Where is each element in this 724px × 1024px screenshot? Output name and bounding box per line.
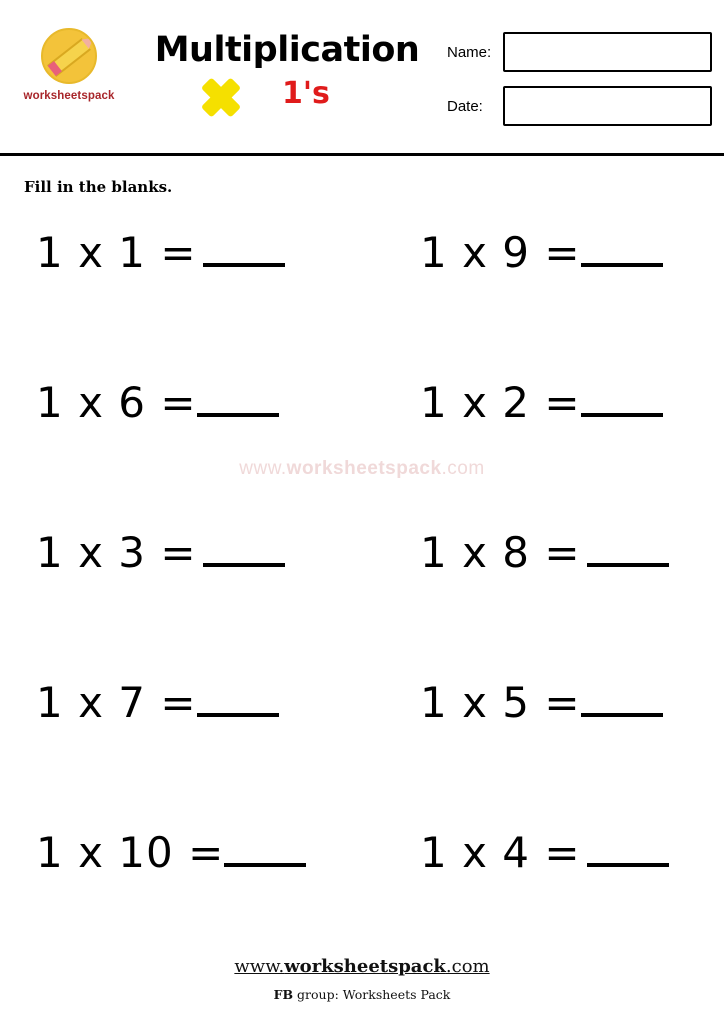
problem-expression: 1 x 10 =: [36, 828, 225, 877]
footer-site-suffix: .com: [445, 956, 490, 977]
problem-item: [362, 378, 724, 427]
date-field-row: [447, 86, 712, 126]
title-subrow: [132, 72, 442, 124]
problem-item: [0, 378, 362, 427]
problem-expression: 1 x 7 =: [36, 678, 197, 727]
answer-blank[interactable]: [581, 231, 663, 267]
problem-row: [0, 378, 724, 528]
name-input[interactable]: [503, 32, 712, 72]
footer-fb-label: FB: [273, 987, 294, 1002]
problem-expression: 1 x 2 =: [420, 378, 581, 427]
student-fields: [447, 32, 712, 140]
problem-expression: 1 x 5 =: [420, 678, 581, 727]
problem-expression: 1 x 3 =: [36, 528, 197, 577]
answer-blank[interactable]: [197, 381, 279, 417]
header-divider: [0, 153, 724, 156]
problem-item: [362, 678, 724, 727]
answer-blank[interactable]: [203, 531, 285, 567]
pencil-circle-icon: [41, 28, 97, 84]
problem-expression: 1 x 4 =: [420, 828, 581, 877]
problem-expression: 1 x 6 =: [36, 378, 197, 427]
page-subtitle: 1's: [282, 76, 330, 111]
problem-item: [0, 528, 362, 577]
answer-blank[interactable]: [224, 831, 306, 867]
answer-blank[interactable]: [581, 381, 663, 417]
problem-row: [0, 678, 724, 828]
answer-blank[interactable]: [197, 681, 279, 717]
logo-label: worksheetspack: [23, 90, 115, 102]
pencil-icon: [47, 38, 91, 77]
problem-item: [362, 228, 724, 277]
problem-grid: [0, 228, 724, 978]
answer-blank[interactable]: [587, 831, 669, 867]
answer-blank[interactable]: [587, 531, 669, 567]
problem-item: [362, 828, 724, 877]
name-label: Name:: [447, 43, 492, 61]
problem-item: [0, 228, 362, 277]
footer-fb-text: group: Worksheets Pack: [293, 987, 451, 1002]
date-label: Date:: [447, 97, 483, 115]
date-input[interactable]: [503, 86, 712, 126]
watermark-brand: worksheetspack: [286, 458, 442, 479]
problem-expression: 1 x 1 =: [36, 228, 197, 277]
instruction-text: Fill in the blanks.: [24, 178, 173, 196]
answer-blank[interactable]: [203, 231, 285, 267]
problem-row: [0, 528, 724, 678]
page-title: Multiplication: [154, 30, 420, 70]
problem-row: [0, 228, 724, 378]
problem-item: [0, 828, 362, 877]
problem-expression: 1 x 9 =: [420, 228, 581, 277]
watermark-prefix: www.: [239, 458, 287, 479]
footer: [0, 956, 724, 1002]
problem-item: [362, 528, 724, 577]
footer-website[interactable]: [0, 956, 724, 977]
worksheet-title: [132, 30, 442, 124]
footer-site-prefix: www.: [234, 956, 285, 977]
name-field-row: [447, 32, 712, 72]
yellow-x-icon: [192, 74, 246, 120]
footer-site-brand: worksheetspack: [284, 956, 446, 977]
watermark-suffix: .com: [441, 458, 485, 479]
logo: [14, 28, 124, 102]
answer-blank[interactable]: [581, 681, 663, 717]
problem-item: [0, 678, 362, 727]
footer-facebook: [0, 987, 724, 1002]
problem-expression: 1 x 8 =: [420, 528, 581, 577]
worksheet-header: [0, 0, 724, 155]
